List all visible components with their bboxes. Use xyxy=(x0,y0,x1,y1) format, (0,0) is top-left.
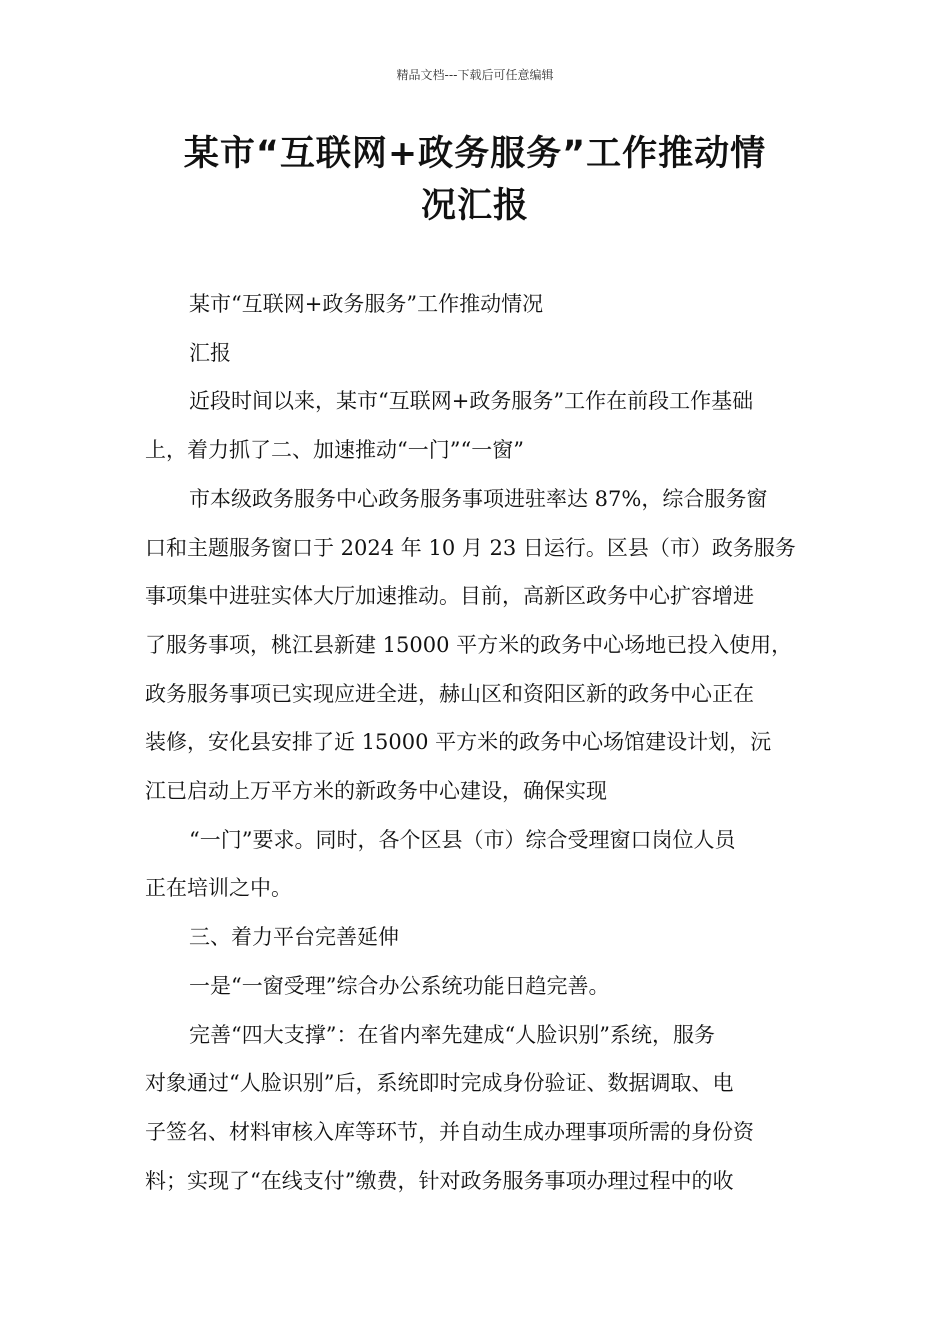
paragraph-four-supports xyxy=(145,1011,817,1206)
paragraph-point-1 xyxy=(145,962,817,1011)
section-heading-text: 三、着力平台完善延伸 xyxy=(189,925,399,950)
requirement-line-1: “一门”要求。同时，各个区县（市）综合受理窗口岗位人员 xyxy=(189,827,736,852)
paragraph-requirement xyxy=(145,816,817,913)
service-line-2: 口和主题服务窗口于 2024 年 10 月 23 日运行。区县（市）政务服务 xyxy=(145,535,796,560)
supports-line-3: 子签名、材料审核入库等环节，并自动生成办理事项所需的身份资 xyxy=(145,1119,754,1144)
service-line-4: 了服务事项，桃江县新建 15000 平方米的政务中心场地已投入使用， xyxy=(145,632,793,657)
section-heading-3 xyxy=(145,913,817,962)
header-note: 精品文档---下载后可任意编辑 xyxy=(396,68,554,82)
subtitle-line-2: 汇报 xyxy=(189,340,231,365)
paragraph-service-center xyxy=(145,475,817,816)
paragraph-subtitle xyxy=(145,280,817,329)
service-line-7: 江已启动上万平方米的新政务中心建设，确保实现 xyxy=(145,779,607,804)
intro-line-2: 上，着力抓了二、加速推动“一门”“一窗” xyxy=(145,438,524,463)
requirement-line-2: 正在培训之中。 xyxy=(145,876,292,901)
service-line-6: 装修，安化县安排了近 15000 平方米的政务中心场馆建设计划，沅 xyxy=(145,730,772,755)
point-1-text: 一是“一窗受理”综合办公系统功能日趋完善。 xyxy=(189,973,610,998)
title-line-1: 某市“互联网+政务服务”工作推动情 xyxy=(183,134,767,174)
supports-line-2: 对象通过“人脸识别”后，系统即时完成身份验证、数据调取、电 xyxy=(145,1071,734,1096)
intro-line-1: 近段时间以来，某市“互联网+政务服务”工作在前段工作基础 xyxy=(189,389,754,414)
service-line-1: 市本级政务服务中心政务服务事项进驻率达 87%，综合服务窗 xyxy=(189,486,768,511)
title-line-2: 况汇报 xyxy=(420,186,529,226)
subtitle-line-1: 某市“互联网+政务服务”工作推动情况 xyxy=(189,292,544,316)
paragraph-intro xyxy=(145,377,817,474)
document-body xyxy=(145,280,817,1205)
document-title xyxy=(150,128,800,232)
paragraph-subtitle-cont xyxy=(145,329,817,378)
supports-line-1: 完善“四大支撑”：在省内率先建成“人脸识别”系统，服务 xyxy=(189,1022,715,1047)
supports-line-4: 料；实现了“在线支付”缴费，针对政务服务事项办理过程中的收 xyxy=(145,1168,734,1193)
service-line-3: 事项集中进驻实体大厅加速推动。目前，高新区政务中心扩容增进 xyxy=(145,584,754,609)
service-line-5: 政务服务事项已实现应进全进，赫山区和资阳区新的政务中心正在 xyxy=(145,681,754,706)
